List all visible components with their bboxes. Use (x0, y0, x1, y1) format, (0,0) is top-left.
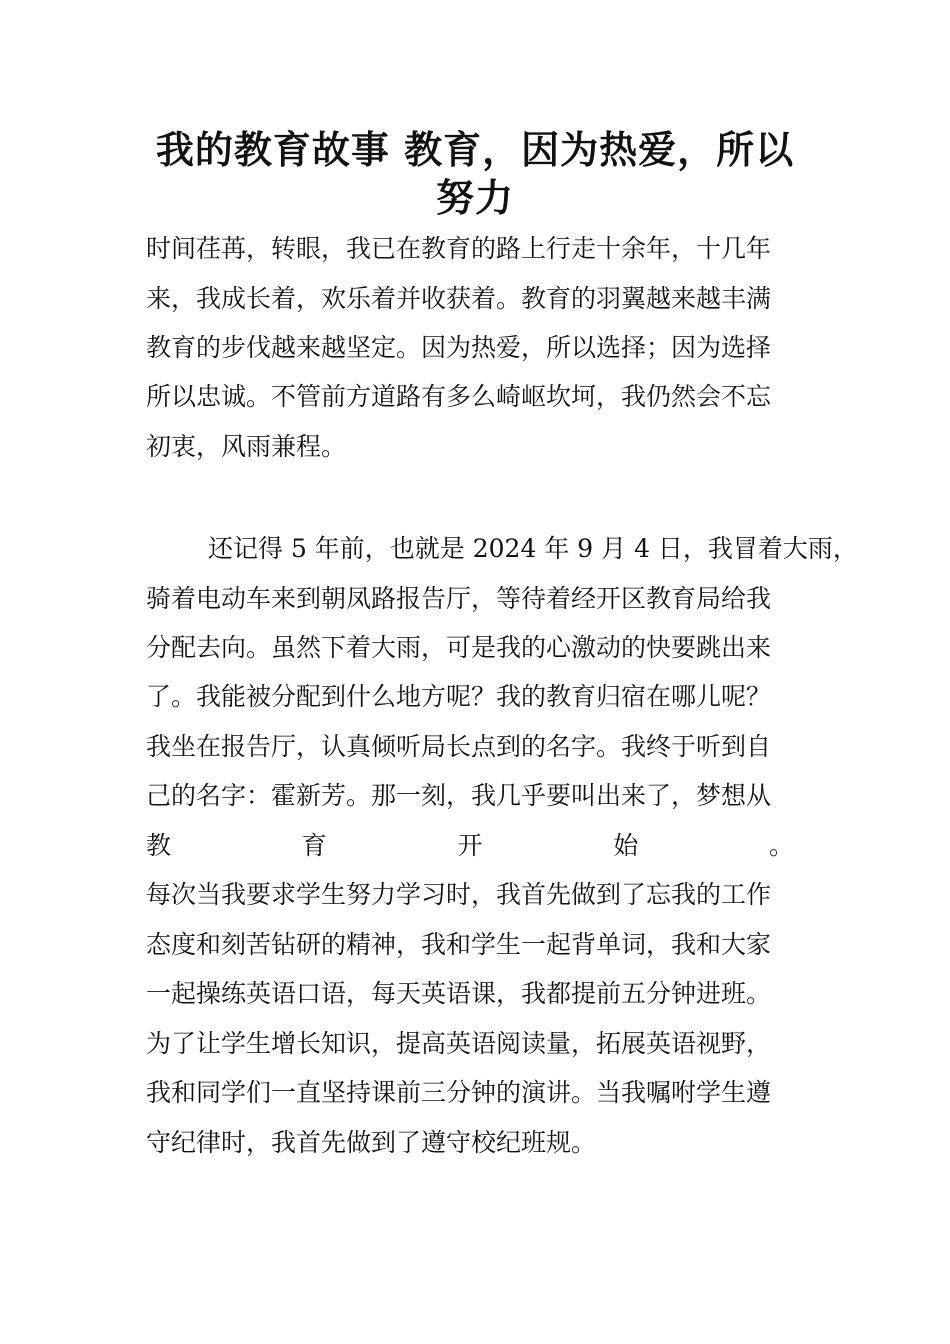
para3-line-5: 我和同学们一直坚持课前三分钟的演讲。当我嘱咐学生遵 (146, 1078, 772, 1107)
para2-line-5: 我坐在报告厅，认真倾听局长点到的名字。我终于听到自 (146, 732, 772, 761)
para2-line-6: 己的名字：霍新芳。那一刻，我几乎要叫出来了，梦想从 (146, 781, 772, 810)
document-title (120, 126, 830, 222)
para2-line-4: 了。我能被分配到什么地方呢？我的教育归宿在哪儿呢？ (146, 682, 772, 711)
title-line-1: 我的教育故事 教育，因为热爱，所以 (155, 128, 795, 172)
para3-line-6: 守纪律时，我首先做到了遵守校纪班规。 (146, 1128, 597, 1157)
para1-line-2: 来，我成长着，欢乐着并收获着。教育的羽翼越来越丰满 (146, 284, 772, 313)
para3-line-3: 一起操练英语口语，每天英语课，我都提前五分钟进班。 (146, 979, 772, 1008)
spread-char-5: 。 (768, 831, 794, 860)
spread-char-1: 教 (146, 831, 172, 860)
para3-line-1: 每次当我要求学生努力学习时，我首先做到了忘我的工作 (146, 880, 772, 909)
para1-line-1: 时间荏苒，转眼，我已在教育的路上行走十余年，十几年 (146, 234, 772, 263)
para2-line-2: 骑着电动车来到朝凤路报告厅，等待着经开区教育局给我 (146, 584, 772, 613)
para2-spread-line (146, 826, 794, 866)
spread-char-3: 开 (457, 831, 483, 860)
title-line-2: 努力 (435, 176, 514, 220)
spread-char-2: 育 (301, 831, 327, 860)
para1-line-4: 所以忠诚。不管前方道路有多么崎岖坎坷，我仍然会不忘 (146, 382, 772, 411)
para1-line-5: 初衷，风雨兼程。 (146, 432, 347, 461)
spread-char-4: 始 (613, 831, 639, 860)
para3-line-4: 为了让学生增长知识，提高英语阅读量，拓展英语视野， (146, 1029, 772, 1058)
para2-line-3: 分配去向。虽然下着大雨，可是我的心激动的快要跳出来 (146, 633, 772, 662)
para3-line-2: 态度和刻苦钻研的精神，我和学生一起背单词，我和大家 (146, 930, 772, 959)
para1-line-3: 教育的步伐越来越坚定。因为热爱，所以选择；因为选择 (146, 333, 772, 362)
para2-line-1: 还记得 5 年前，也就是 2024 年 9 月 4 日，我冒着大雨， (208, 534, 858, 563)
